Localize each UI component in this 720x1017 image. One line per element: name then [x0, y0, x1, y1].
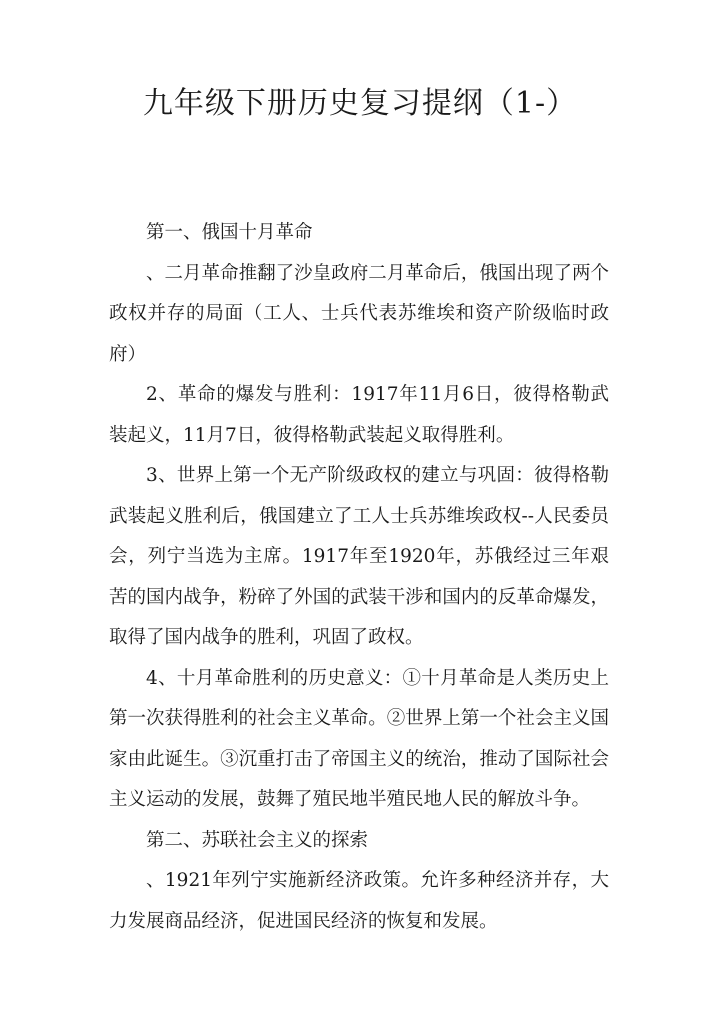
paragraph-new-economic-policy: 、1921年列宁实施新经济政策。允许多种经济并存，大力发展商品经济，促进国民经济的恢复和发展。 — [109, 870, 609, 932]
paragraph-revolution-outbreak: 2、革命的爆发与胜利：1917年11月6日，彼得格勒武装起义，11月7日，彼得格勒武装起义取得胜利。 — [109, 384, 609, 446]
paragraph-february-revolution: 、二月革命推翻了沙皇政府二月革命后，俄国出现了两个政权并存的局面（工人、士兵代表苏维埃和资产阶级临时政府） — [109, 262, 609, 365]
section-heading-2: 第二、苏联社会主义的探索 — [146, 829, 369, 851]
document-title: 九年级下册历史复习提纲（1-） — [142, 86, 578, 121]
document-body — [109, 213, 609, 942]
section-heading-1: 第一、俄国十月革命 — [146, 222, 313, 243]
paragraph-regime-establishment: 3、世界上第一个无产阶级政权的建立与巩固：彼得格勒武装起义胜利后，俄国建立了工人士兵苏维埃政权--人民委员会，列宁当选为主席。1917年至1920年，苏俄经过三年艰苦的国内战争，粉碎了外国的武装干涉和国内的反革命爆发，取得了国内战争的胜利，巩固了政权。 — [109, 465, 609, 648]
paragraph-historical-significance: 4、十月革命胜利的历史意义：①十月革命是人类历史上第一次获得胜利的社会主义革命。②世界上第一个社会主义国家由此诞生。③沉重打击了帝国主义的统治，推动了国际社会主义运动的发展，鼓舞了殖民地半殖民地人民的解放斗争。 — [109, 667, 609, 810]
